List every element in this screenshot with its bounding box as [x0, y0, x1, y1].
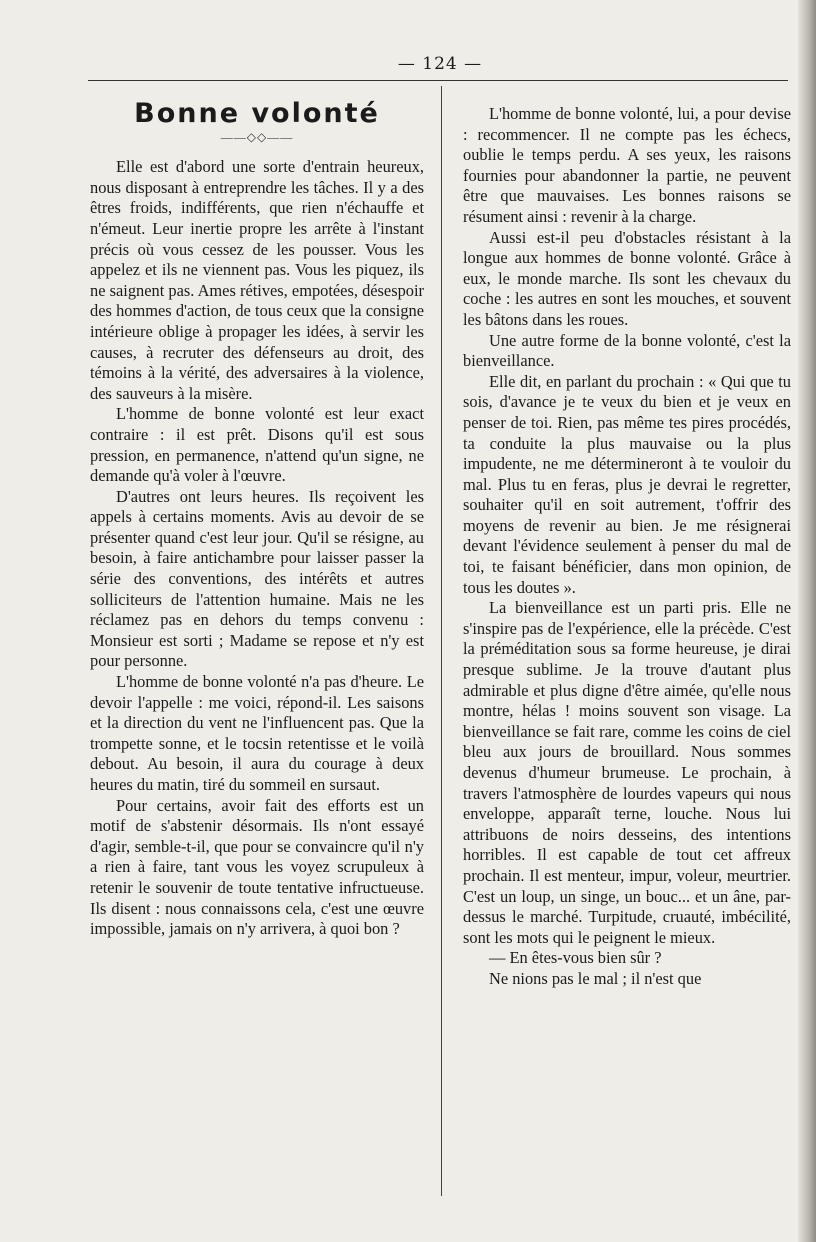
paragraph: Pour certains, avoir fait des efforts est un motif de s'abstenir désormais. Ils n'ont essayé d'agir, semble-t-il, que pour se convaincre qu'il n'y a rien à faire, tant vous les voyez scrupuleux à retenir le souvenir de toute tentative infructueuse. Ils disent : nous connaissons cela, c'est une œuvre impossible, jamais on n'y arrivera, à quoi bon ? [90, 795, 424, 939]
paragraph: Elle dit, en parlant du prochain : « Qui que tu sois, d'avance je te veux du bien et je veux en penser de toi. Rien, pas même tes pires procédés, ta conduite la plus mauvaise ou la plus impudente, ne me détermineront à te vouloir du mal. Plus tu en feras, plus je devrai le regretter, souhaiter qu'il en soit autrement, t'offrir des moyens de revenir au bien. Je me résignerai devant l'évidence seulement à penser du mal de toi, te faisant bénéficier, dans mon opinion, de tous les doutes ». [463, 371, 791, 597]
paragraph: Ne nions pas le mal ; il n'est que [489, 968, 702, 988]
paragraph: D'autres ont leurs heures. Ils reçoivent les appels à certains moments. Avis au devoir de se présenter quand c'est leur jour. Qu'il se résigne, au besoin, à faire antichambre pour laisser passer la série des conventions, des intérêts et autres solliciteurs de l'attention humaine. Mais ne les réclamez pas en dehors du temps convenu : Monsieur est sorti ; Madame se repose et n'y est pour personne. [90, 486, 424, 671]
paragraph: La bienveillance est un parti pris. Elle ne s'inspire pas de l'expérience, elle la précède. C'est la préméditation sous sa forme heureuse, je dirai presque sublime. Je la trouve d'autant plus admirable et plus digne d'être aimée, qu'elle nous montre, hélas ! moins souvent son visage. La bienveillance se fait rare, comme les coins de ciel bleu aux jours de brouillard. Nous sommes devenus d'humeur brumeuse. Le prochain, à travers l'atmosphère de lourdes vapeurs qui nous enveloppe, apparaît terne, louche. Nous lui attribuons de noirs desseins, des intentions horribles. Il est capable de tout cet affreux prochain. Il est menteur, impur, voleur, meurtrier. C'est un loup, un singe, un bouc... et un âne, par-dessus le marché. Turpitude, cruauté, imbécilité, sont les mots qui le peignent le mieux. [463, 598, 791, 947]
column-divider [441, 86, 442, 1196]
paragraph: Elle est d'abord une sorte d'entrain heureux, nous disposant à entreprendre les tâches. Il y a des êtres froids, indifférents, que rien n'échauffe et n'émeut. Leur inertie propre les arrête à l'instant précis où vous cessez de les pousser. Vous les appelez et ils ne viennent pas. Vous les piquez, ils ne saignent pas. Ames rétives, empotées, désespoir des hommes d'action, de tous ceux que la consigne intérieure oblige à propager les idées, à servir les causes, à recruter des défenseurs au droit, des témoins à la vérité, des adversaires à la violence, des sauveurs à la misère. [90, 157, 424, 403]
page-edge [798, 0, 816, 1242]
page-number: — 124 — [397, 54, 483, 74]
paragraph: Aussi est-il peu d'obstacles résistant à la longue aux hommes de bonne volonté. Grâce à eux, le monde marche. Ils sont les chevaux du coche : les autres en sont les mouches, et souvent les bâtons dans les roues. [463, 227, 791, 329]
header-rule [88, 80, 788, 81]
left-column [90, 98, 424, 940]
paragraph: — En êtes-vous bien sûr ? [489, 948, 662, 968]
article-title: Bonne volonté [134, 98, 380, 129]
paragraph: Une autre forme de la bonne volonté, c'est la bienveillance. [463, 330, 791, 371]
paragraph: L'homme de bonne volonté, lui, a pour devise : recommencer. Il ne compte pas les échecs, oublie le temps perdu. A ses yeux, les raisons fournies pour abandonner la partie, ne peuvent être que mauvaises. Les bonnes raisons se résument ainsi : revenir à la charge. [463, 104, 791, 226]
paragraph: L'homme de bonne volonté est leur exact contraire : il est prêt. Disons qu'il est sous pression, en permanence, n'attend qu'un signe, ne demande qu'à voler à l'œuvre. [90, 404, 424, 486]
paragraph: L'homme de bonne volonté n'a pas d'heure. Le devoir l'appelle : me voici, répond-il. Les saisons et la direction du vent ne l'influencent pas. Que la trompette sonne, et le tocsin retentisse et le voilà debout. Au besoin, il aura du courage à deux heures du matin, tiré du sommeil en sursaut. [90, 672, 424, 794]
title-ornament: ——◇◇—— [220, 129, 294, 144]
right-column [463, 104, 791, 990]
